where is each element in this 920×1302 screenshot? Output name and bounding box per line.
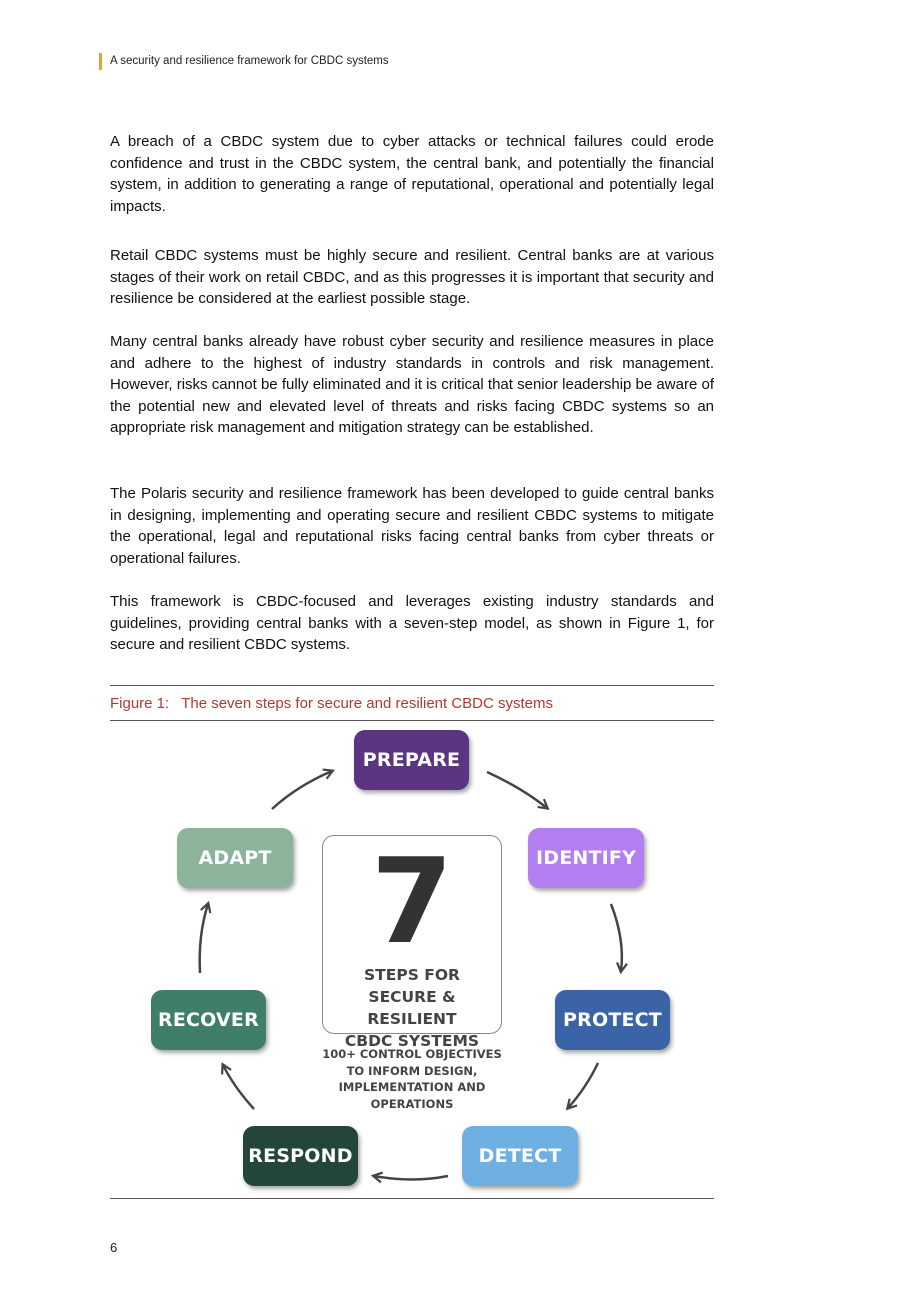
figure-title: The seven steps for secure and resilient CBDC systems — [181, 695, 554, 712]
control-line: IMPLEMENTATION AND — [338, 1080, 486, 1094]
center-line: CBDC SYSTEMS — [344, 1032, 480, 1050]
arrow-detect-to-respond — [374, 1176, 448, 1180]
control-objectives-text — [312, 1046, 512, 1112]
center-seven-steps-box — [322, 832, 502, 1050]
control-line: TO INFORM DESIGN, — [346, 1063, 478, 1078]
figure-bottom-rule — [110, 1198, 714, 1199]
arrow-respond-to-recover — [223, 1065, 254, 1109]
arrow-prepare-to-identify — [487, 772, 547, 808]
paragraph-retail-cbdc: Retail CBDC systems must be highly secure and resilient. Central banks are at various stages of their work on retail CBDC, and as this progresses it is important that security and resilience be considered at the earliest possible stage. — [110, 247, 714, 308]
page-number: 6 — [110, 1240, 118, 1255]
step-detect: DETECT — [462, 1126, 578, 1186]
paragraph-polaris-framework: The Polaris security and resilience framework has been developed to guide central banks in designing, implementing and operating secure and resilient CBDC systems to mitigate the operational, legal and reputational risks facing central banks from cyber threats or operational failures. — [110, 485, 714, 567]
arrow-identify-to-protect — [611, 904, 622, 971]
arrow-protect-to-detect — [568, 1063, 598, 1108]
arrow-recover-to-adapt — [200, 904, 208, 973]
step-respond: RESPOND — [243, 1126, 358, 1186]
figure-number: Figure 1: — [110, 695, 170, 712]
control-line: OPERATIONS — [370, 1096, 454, 1111]
running-header: A security and resilience framework for CBDC systems — [99, 53, 389, 70]
step-prepare: PREPARE — [354, 730, 469, 790]
paragraph-seven-step-model: This framework is CBDC-focused and leverages existing industry standards and guidelines, providing central banks with a seven-step model, as shown in Figure 1, for secure and resilient CBDC systems. — [110, 593, 714, 654]
paragraph-central-banks: Many central banks already have robust cyber security and resilience measures in place and adhere to the highest of industry standards in controls and risk management. However, risks cannot be fully eliminated and it is critical that senior leadership be aware of the potential new and elevated level of threats and risks facing CBDC systems so an appropriate risk management and mitigation strategy can be established. — [110, 333, 714, 437]
step-protect: PROTECT — [555, 990, 670, 1050]
step-recover: RECOVER — [151, 990, 266, 1050]
center-line: STEPS FOR — [364, 966, 460, 984]
control-line: 100+ CONTROL OBJECTIVES — [322, 1047, 502, 1061]
step-identify: IDENTIFY — [528, 828, 644, 888]
paragraph-breach: A breach of a CBDC system due to cyber attacks or technical failures could erode confidence and trust in the CBDC system, the central bank, and potentially the financial system, in addition to generating a range of reputational, operational and potentially legal impacts. — [110, 133, 714, 215]
seven-number: 7 — [370, 832, 454, 970]
steps-for-secure-text — [323, 964, 501, 1052]
center-line: SECURE & RESILIENT — [367, 988, 457, 1028]
arrow-adapt-to-prepare — [272, 771, 332, 809]
step-adapt: ADAPT — [177, 828, 293, 888]
